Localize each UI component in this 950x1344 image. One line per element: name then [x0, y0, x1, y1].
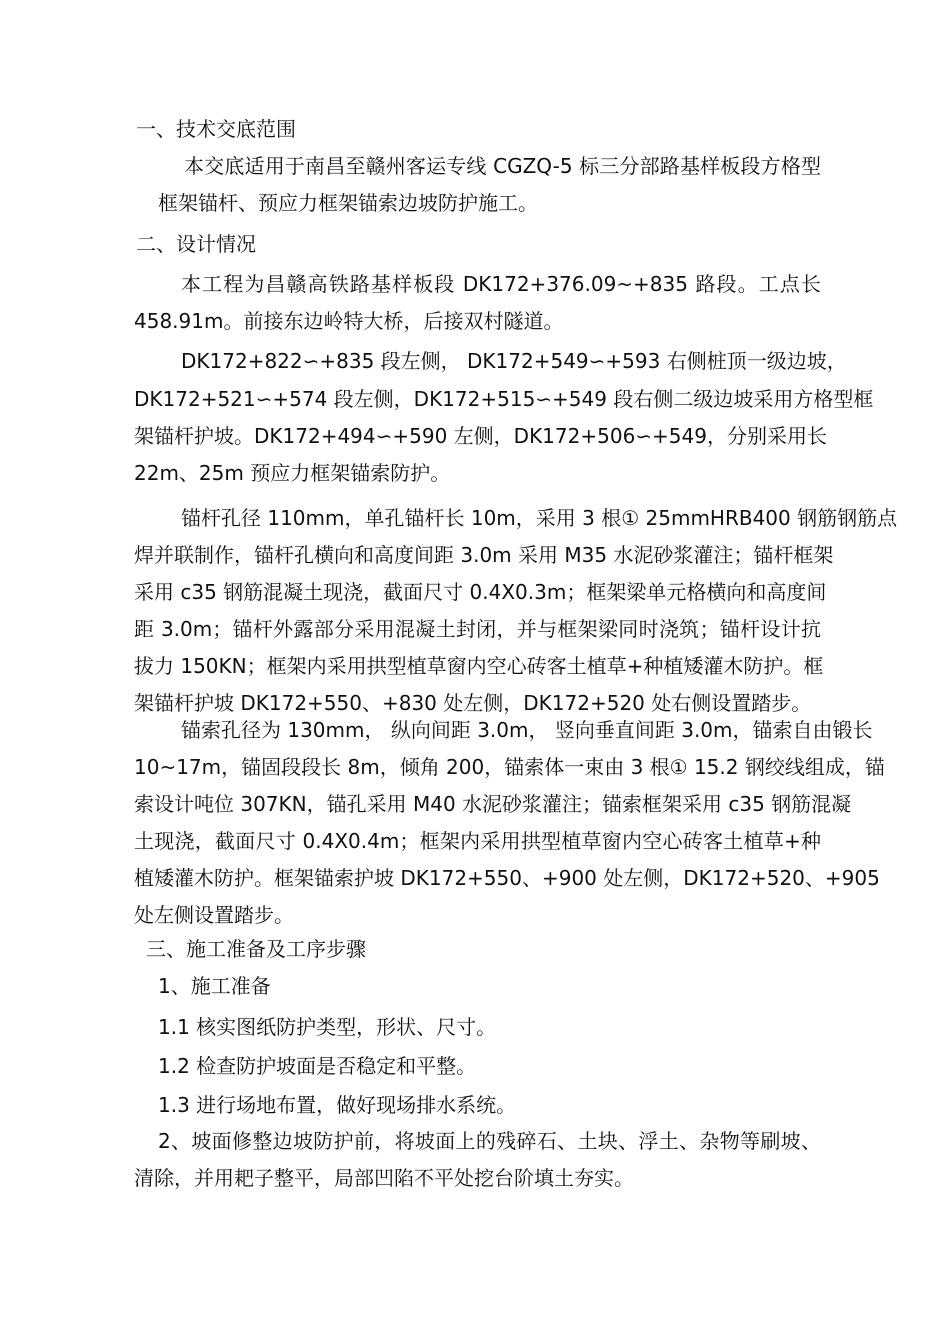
section-2-paragraph-line: 本工程为昌赣高铁路基样板段 DK172+376.09~+835 路段。工点长 [181, 272, 821, 296]
section-2-paragraph-line: 458.91m。前接东边岭特大桥，后接双村隧道。 [134, 309, 564, 333]
section-2-paragraph-line: 索设计吨位 307KN，锚孔采用 M40 水泥砂浆灌注；锚索框架采用 c35 钢筋混凝 [134, 792, 852, 816]
section-1-heading: 一、技术交底范围 [136, 117, 296, 141]
section-2-paragraph-line: 焊并联制作，锚杆孔横向和高度间距 3.0m 采用 M35 水泥砂浆灌注；锚杆框架 [134, 543, 834, 567]
section-2-paragraph-line: 22m、25m 预应力框架锚索防护。 [134, 461, 451, 485]
section-2-paragraph-line: 采用 c35 钢筋混凝土现浇，截面尺寸 0.4X0.3m；框架梁单元格横向和高度间 [134, 580, 827, 604]
section-2-paragraph-line: 架锚杆护坡 DK172+550、+830 处左侧，DK172+520 处右侧设置踏步。 [134, 691, 812, 715]
paragraph-line: 2、坡面修整边坡防护前，将坡面上的残碎石、土块、浮土、杂物等刷坡、 [158, 1129, 821, 1153]
section-2-paragraph-line: 土现浇，截面尺寸 0.4X0.4m；框架内采用拱型植草窗内空心砖客土植草+种 [134, 829, 821, 853]
section-2-paragraph-line: 距 3.0m；锚杆外露部分采用混凝土封闭，并与框架梁同时浇筑；锚杆设计抗 [134, 617, 821, 641]
section-2-paragraph-line: 锚杆孔径 110mm，单孔锚杆长 10m，采用 3 根① 25mmHRB400 钢筋钢筋点 [181, 506, 898, 530]
section-2-paragraph-line: DK172+521∽+574 段左侧，DK172+515∽+549 段右侧二级边坡采用方格型框 [134, 387, 874, 411]
list-item: 1.3 进行场地布置，做好现场排水系统。 [158, 1093, 517, 1117]
section-1-paragraph-line: 本交底适用于南昌至赣州客运专线 CGZQ-5 标三分部路基样板段方格型 [184, 154, 821, 178]
section-2-paragraph-line: 处左侧设置踏步。 [134, 903, 294, 927]
section-2-paragraph-line: 拔力 150KN；框架内采用拱型植草窗内空心砖客土植草+种植矮灌木防护。框 [134, 654, 824, 678]
section-2-paragraph-line: 锚索孔径为 130mm， 纵向间距 3.0m， 竖向垂直间距 3.0m，锚索自由锻长 [181, 718, 873, 742]
subsection-heading: 1、施工准备 [158, 974, 271, 998]
paragraph-line: 清除，并用耙子整平，局部凹陷不平处挖台阶填土夯实。 [134, 1166, 634, 1190]
section-2-paragraph-line: DK172+822∽+835 段左侧， DK172+549∽+593 右侧桩顶一级边坡， [181, 349, 847, 373]
list-item: 1.2 检查防护坡面是否稳定和平整。 [158, 1054, 477, 1078]
section-2-paragraph-line: 植矮灌木防护。框架锚索护坡 DK172+550、+900 处左侧，DK172+520、+905 [134, 866, 880, 890]
section-3-heading: 三、施工准备及工序步骤 [146, 937, 366, 961]
section-2-paragraph-line: 架锚杆护坡。DK172+494∽+590 左侧，DK172+506∽+549，分别采用长 [134, 424, 827, 448]
list-item: 1.1 核实图纸防护类型，形状、尺寸。 [158, 1015, 497, 1039]
section-1-paragraph-line: 框架锚杆、预应力框架锚索边坡防护施工。 [158, 191, 538, 215]
section-2-heading: 二、设计情况 [136, 232, 256, 256]
section-2-paragraph-line: 10~17m，锚固段段长 8m，倾角 200，锚索体一束由 3 根① 15.2 钢绞线组成，锚 [134, 755, 885, 779]
